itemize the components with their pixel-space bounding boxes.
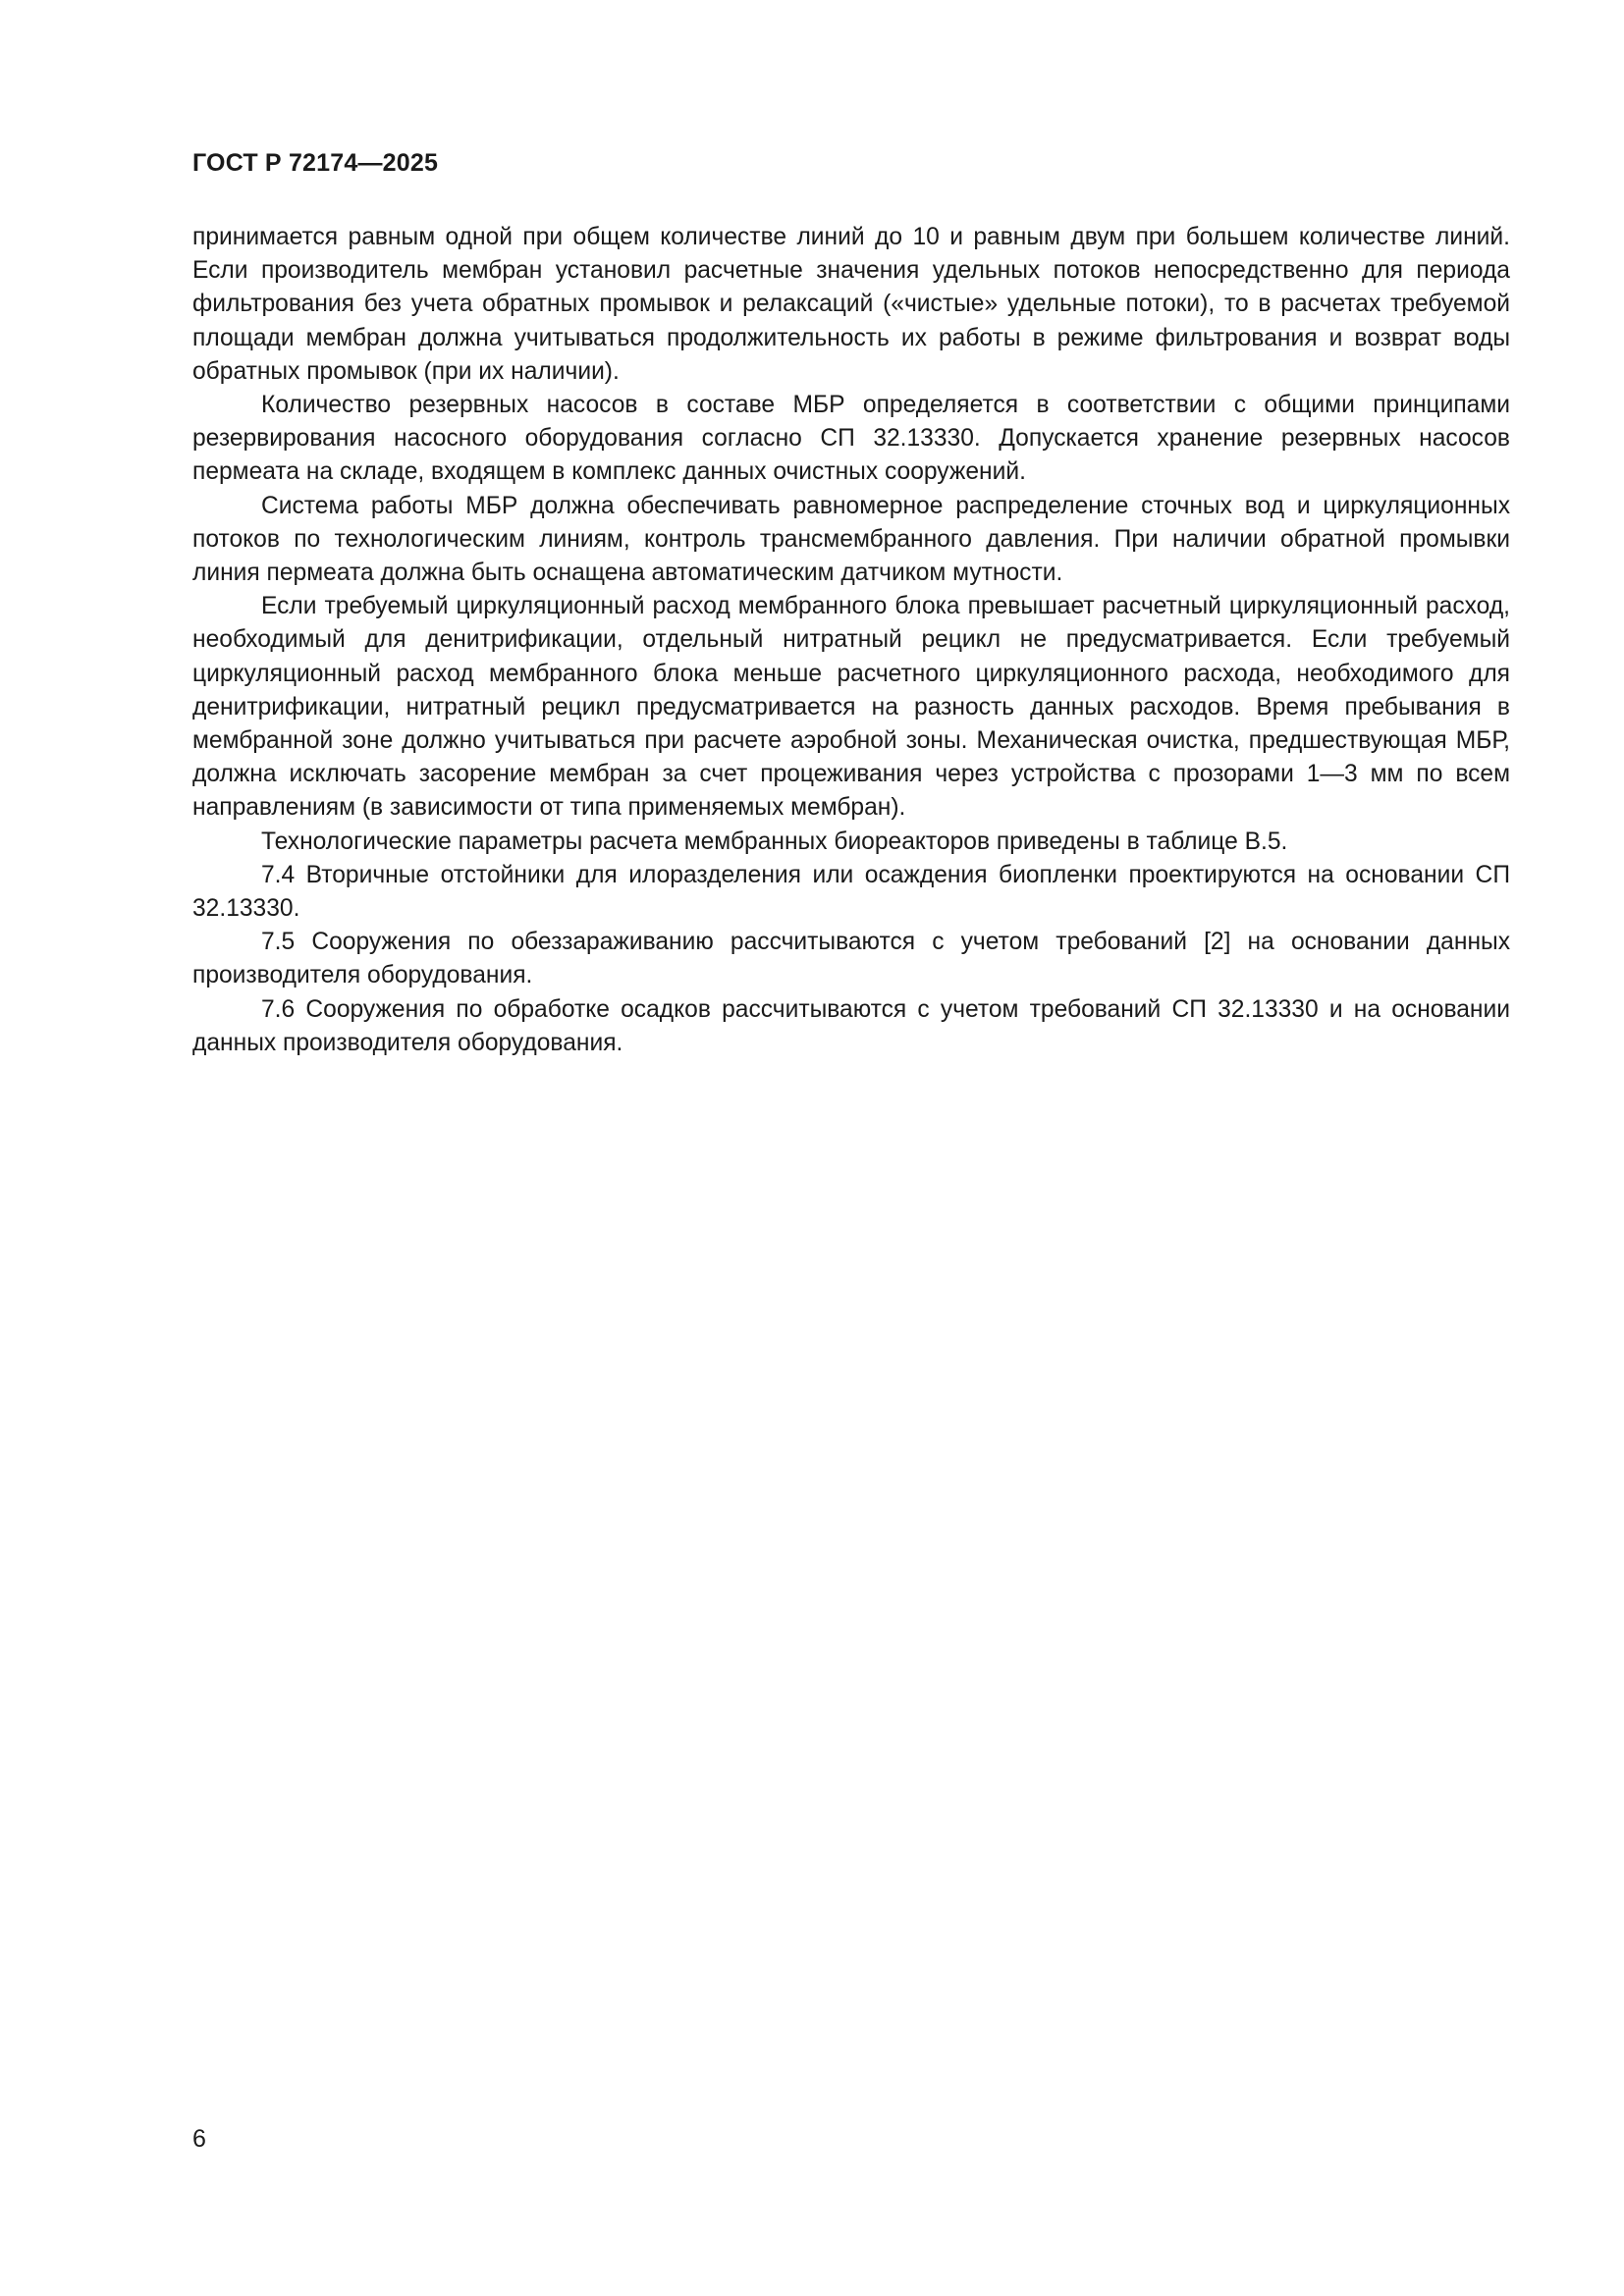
clause-7-5: 7.5 Сооружения по обеззараживанию рассчитываются с учетом требований [2] на основании данных производителя оборудования. [192,929,1510,989]
clause-7-6: 7.6 Сооружения по обработке осадков рассчитываются с учетом требований СП 32.13330 и на основании данных производителя оборудования. [192,995,1510,1056]
paragraph-mbr-system: Система работы МБР должна обеспечивать равномерное распределение сточных вод и циркуляционных потоков по технологическим линиям, контроль трансмембранного давления. При наличии обратной промывки линия пермеата должна быть оснащена автоматическим датчиком мутности. [192,492,1510,587]
clause-7-4: 7.4 Вторичные отстойники для илоразделения или осаждения биопленки проектируются на основании СП 32.13330. [192,861,1510,923]
document-body [192,221,1510,1060]
paragraph-continuation: принимается равным одной при общем количестве линий до 10 и равным двум при большем количестве линий. Если производитель мембран установил расчетные значения удельных потоков непосредственно для периода фильтрования без учета обратных промывок и релаксаций («чистые» удельные потоки), то в расчетах требуемой площади мембран должна учитываться продолжительность их работы в режиме фильтрования и возврат воды обратных промывок (при их наличии). [192,224,1510,385]
paragraph-reserve-pumps: Количество резервных насосов в составе МБР определяется в соответствии с общими принципами резервирования насосного оборудования согласно СП 32.13330. Допускается хранение резервных насосов пермеата на складе, входящем в комплекс данных очистных сооружений. [192,392,1510,486]
document-header: ГОСТ Р 72174—2025 [192,149,439,177]
paragraph-circulation-flow: Если требуемый циркуляционный расход мембранного блока превышает расчетный циркуляционный расход, необходимый для денитрификации, отдельный нитратный рецикл не предусматривается. Если требуемый циркуляционный расход мембранного блока меньше расчетного циркуляционного расхода, необходимого для денитрификации, нитратный рецикл предусматривается на разность данных расходов. Время пребывания в мембранной зоне должно учитываться при расчете аэробной зоны. Механическая очистка, предшествующая МБР, должна исключать засорение мембран за счет процеживания через устройства с прозорами 1—3 мм по всем направлениям (в зависимости от типа применяемых мембран). [192,593,1510,822]
page-number: 6 [192,2125,206,2153]
paragraph-tech-parameters: Технологические параметры расчета мембранных биореакторов приведены в таблице В.5. [261,828,1288,855]
